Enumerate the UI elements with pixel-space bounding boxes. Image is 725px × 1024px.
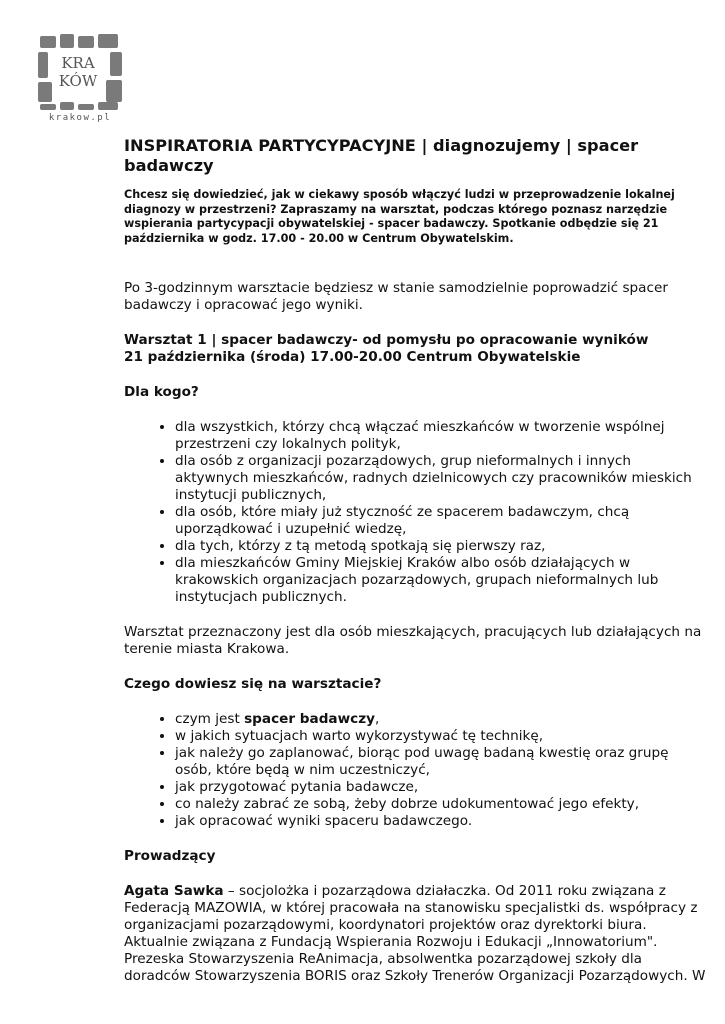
logo-url: krakow.pl (48, 113, 112, 122)
workshop-title: Warsztat 1 | spacer badawczy- od pomysłu po opracowanie wyników (124, 332, 649, 349)
document-body (124, 136, 708, 985)
list-item (175, 711, 708, 728)
leaders-heading: Prowadzący (124, 848, 216, 865)
leader-bio (124, 883, 708, 985)
for-whom-list (124, 419, 708, 606)
list-item: • jak należy go zaplanować, biorąc pod uwagę badaną kwestię oraz grupę osób, które będą w nim uczestniczyć, (175, 745, 708, 779)
learn-heading: Czego dowiesz się na warsztacie? (124, 676, 382, 693)
learn-list (124, 711, 708, 830)
list-item-text: czym jest (175, 711, 245, 728)
leader-name: Agata Sawka (124, 883, 224, 900)
list-item: • jak opracować wyniki spaceru badawczego. (175, 813, 708, 830)
list-item: • dla wszystkich, którzy chcą włączać mieszkańców w tworzenie wspólnej przestrzeni czy lokalnych polityk, (175, 419, 708, 453)
page-title: INSPIRATORIA PARTYCYPACYJNE | diagnozujemy | spacer badawczy (124, 136, 639, 175)
intro-paragraph: Chcesz się dowiedzieć, jak w ciekawy sposób włączyć ludzi w przeprowadzenie lokalnej diagnozy w przestrzeni? Zapraszamy na warsztat, podczas którego poznasz narzędzie wspierania partycypacji obywatelskiej - spacer badawczy. Spotkanie odbędzie się 21 października w godz. 17.00 - 20.00 w Centrum Obywatelskim. (124, 188, 675, 245)
workshop-date: 21 października (środa) 17.00-20.00 Centrum Obywatelskie (124, 349, 581, 366)
logo-line-1: KRA (61, 54, 95, 72)
list-item: • co należy zabrać ze sobą, żeby dobrze udokumentować jego efekty, (175, 796, 708, 813)
summary-paragraph: Po 3-godzinnym warsztacie będziesz w stanie samodzielnie poprowadzić spacer badawczy i opracować jego wyniki. (124, 280, 668, 314)
list-item: • dla tych, którzy z tą metodą spotkają się pierwszy raz, (175, 538, 708, 555)
list-item: • dla osób, które miały już styczność ze spacerem badawczym, chcą uporządkować i uzupełnić wiedzę, (175, 504, 708, 538)
krakow-logo (36, 30, 126, 122)
for-whom-heading: Dla kogo? (124, 384, 199, 401)
workshop-info (124, 332, 708, 366)
list-item-text: , (375, 711, 380, 728)
leader-bio-text: – socjolożka i pozarządowa działaczka. Od 2011 roku związana z Federacją MAZOWIA, w której pracowała na stanowisku specjalistki ds. współpracy z organizacjami pozarządowymi, koordynatori projektów oraz dyrektorki biura. Aktualnie związana z Fundacją Wspierania Rozwoju i Edukacji „Innowatorium". Prezeska Stowarzyszenia ReAnimacja, absolwentka pozarządowej szkoły dla doradców Stowarzyszenia BORIS oraz Szkoły Trenerów Organizacji Pozarządowych. W (124, 883, 706, 985)
logo-line-2: KÓW (58, 72, 98, 90)
list-item-bold: spacer badawczy (244, 711, 375, 728)
list-item: • jak przygotować pytania badawcze, (175, 779, 708, 796)
list-item: • dla mieszkańców Gminy Miejskiej Kraków albo osób działających w krakowskich organizacjach pozarządowych, grupach nieformalnych lub instytucjach publicznych. (175, 555, 708, 606)
audience-note: Warsztat przeznaczony jest dla osób mieszkających, pracujących lub działających na terenie miasta Krakowa. (124, 624, 702, 658)
list-item: • w jakich sytuacjach warto wykorzystywać tę technikę, (175, 728, 708, 745)
list-item: • dla osób z organizacji pozarządowych, grup nieformalnych i innych aktywnych mieszkańców, radnych dzielnicowych czy pracowników mieskich instytucji publicznych, (175, 453, 708, 504)
